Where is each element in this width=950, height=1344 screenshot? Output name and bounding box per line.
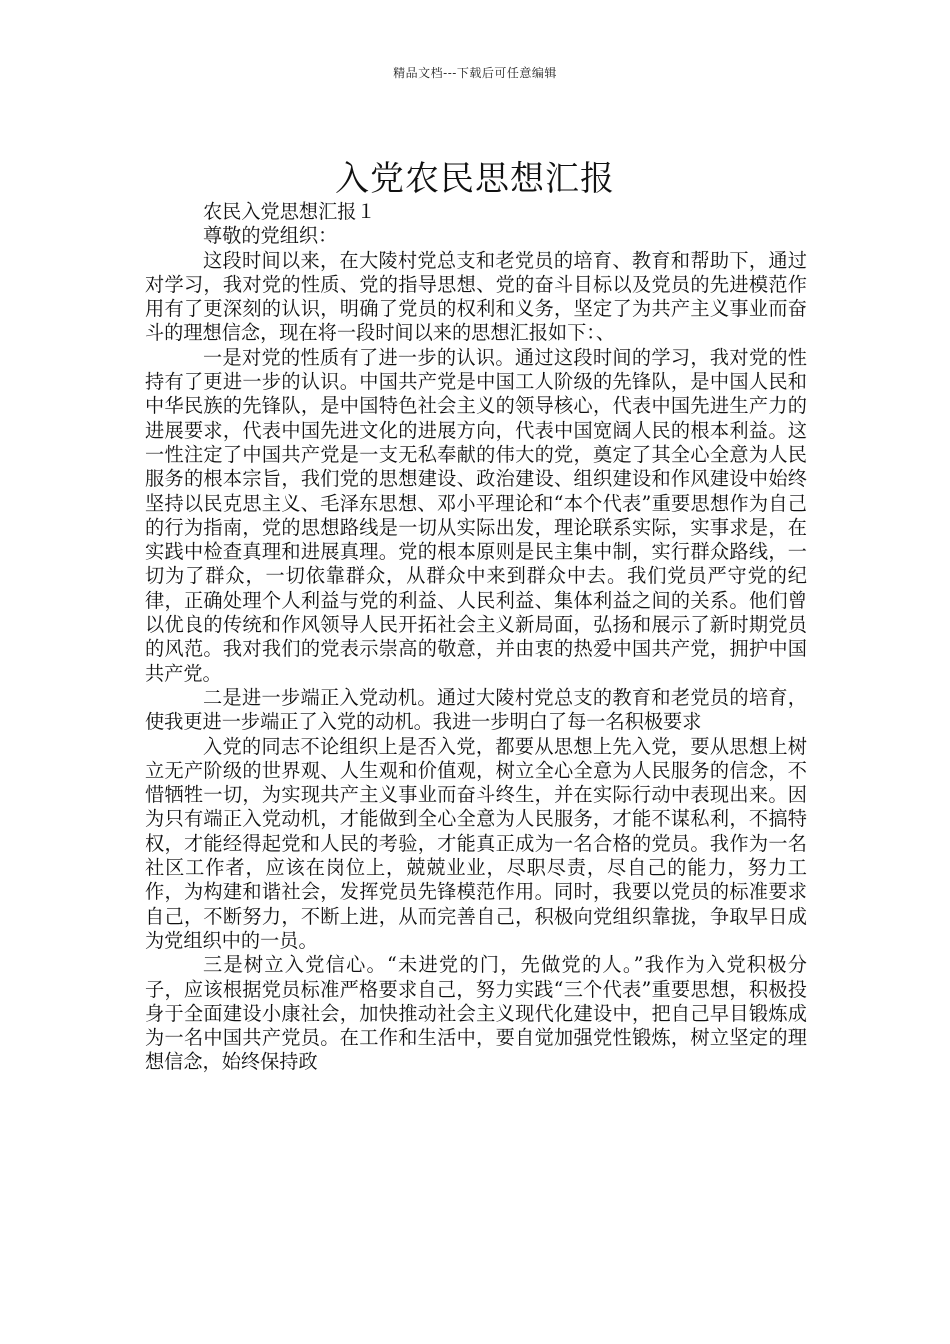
document-body [145,200,807,1075]
document-title: 入党农民思想汇报 [335,158,615,199]
salutation: 尊敬的党组织： [203,224,338,248]
header-note: 精品文档---下载后可任意编辑 [393,66,557,80]
paragraph-two-continued: 入党的同志不论组织上是否入党，都要从思想上先入党，要从思想上树立无产阶级的世界观、人生观和价值观，树立全心全意为人民服务的信念，不惜牺牲一切，为实现共产主义事业而奋斗终生，并在实际行动中表现出来。因为只有端正入党动机，才能做到全心全意为人民服务，才能不谋私利，不搞特权，才能经得起党和人民的考验，才能真正成为一名合格的党员。我作为一名社区工作者，应该在岗位上，兢兢业业，尽职尽责，尽自己的能力，努力工作，为构建和谐社会，发挥党员先锋模范作用。同时，我要以党员的标准要求自己，不断努力，不断上进，从而完善自己，积极向党组织靠拢，争取早日成为党组织中的一员。 [145,734,807,952]
paragraph-three: 三是树立入党信心。“未进党的门，先做党的人。”我作为入党积极分子，应该根据党员标准严格要求自己，努力实践“三个代表”重要思想，积极投身于全面建设小康社会，加快推动社会主义现代化建设中，把自己早目锻炼成为一名中国共产党员。在工作和生活中，要自觉加强党性锻炼，树立坚定的理想信念，始终保持政 [145,953,807,1074]
paragraph-two: 二是进一步端正入党动机。通过大陵村党总支的教育和老党员的培育，使我更进一步端正了入党的动机。我进一步明白了每一名积极要求 [145,685,807,734]
paragraph-intro: 这段时间以来，在大陵村党总支和老党员的培育、教育和帮助下，通过对学习，我对党的性质、党的指导思想、党的奋斗目标以及党员的先进模范作用有了更深刻的认识，明确了党员的权利和义务，坚定了为共产主义事业而奋斗的理想信念，现在将一段时间以来的思想汇报如下：、 [145,248,807,345]
report-subtitle: 农民入党思想汇报１ [203,200,376,223]
paragraph-one: 一是对党的性质有了进一步的认识。通过这段时间的学习，我对党的性持有了更进一步的认识。中国共产党是中国工人阶级的先锋队，是中国人民和中华民族的先锋队，是中国特色社会主义的领导核心，代表中国先进生产力的进展要求，代表中国先进文化的进展方向，代表中国宽阔人民的根本利益。这一性注定了中国共产党是一支无私奉献的伟大的党，奠定了其全心全意为人民服务的根本宗旨，我们党的思想建设、政治建设、组织建设和作风建设中始终坚持以民克思主义、毛泽东思想、邓小平理论和“本个代表”重要思想作为自己的行为指南，党的思想路线是一切从实际出发，理论联系实际，实事求是，在实践中检查真理和进展真理。党的根本原则是民主集中制，实行群众路线，一切为了群众，一切依靠群众，从群众中来到群众中去。我们党员严守党的纪律，正确处理个人利益与党的利益、人民利益、集体利益之间的关系。他们曾以优良的传统和作风领导人民开拓社会主义新局面，弘扬和展示了新时期党员的风范。我对我们的党表示崇高的敬意，并由衷的热爱中国共产党，拥护中国共产党。 [145,345,807,685]
